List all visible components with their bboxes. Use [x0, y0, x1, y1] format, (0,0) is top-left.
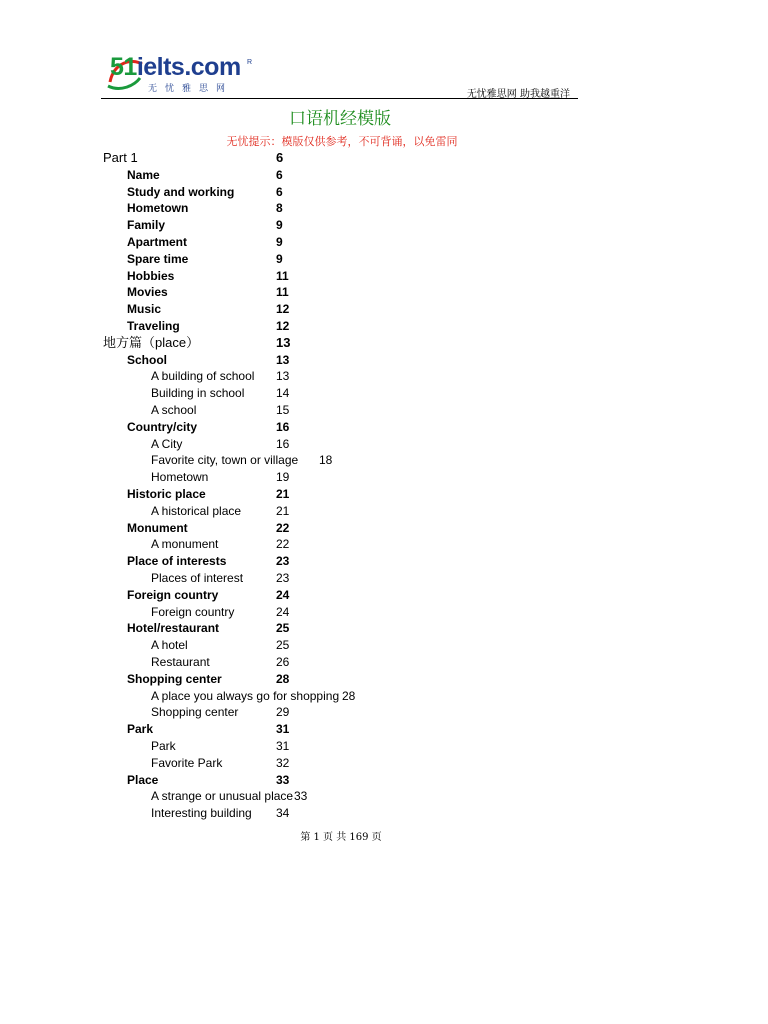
- toc-entry-page: 12: [276, 319, 290, 333]
- toc-entry[interactable]: [0, 185, 768, 201]
- toc-entry-page: 13: [276, 352, 290, 367]
- toc-entry[interactable]: [0, 621, 768, 637]
- toc-entry[interactable]: [0, 756, 768, 772]
- toc-entry-page: 6: [276, 150, 284, 165]
- toc-entry-label: Hometown: [127, 201, 189, 216]
- toc-entry[interactable]: [0, 789, 768, 805]
- toc-entry-label: Shopping center: [127, 671, 222, 686]
- toc-entry-label: Country/city: [127, 419, 198, 434]
- toc-entry-page: 11: [276, 285, 289, 300]
- toc-entry[interactable]: [0, 554, 768, 570]
- toc-entry-page: 16: [276, 419, 290, 434]
- toc-entry-label: Park: [151, 739, 176, 753]
- toc-entry[interactable]: [0, 252, 768, 268]
- toc-entry-page: 9: [276, 235, 283, 249]
- toc-entry-page: 24: [276, 587, 290, 602]
- toc-entry-page: 23: [276, 554, 290, 569]
- toc-entry[interactable]: [0, 487, 768, 503]
- toc-entry-label: Building in school: [151, 386, 245, 401]
- toc-entry-page: 13: [276, 334, 291, 350]
- logo-wordmark: 51ielts.com: [110, 53, 241, 81]
- toc-entry-label: Favorite city, town or village: [151, 453, 299, 468]
- toc-entry[interactable]: [0, 403, 768, 419]
- toc-entry-page: 11: [276, 268, 289, 283]
- toc-entry-page: 9: [276, 218, 283, 233]
- toc-entry-label: A building of school: [151, 369, 255, 384]
- toc-entry-label: A hotel: [151, 638, 188, 653]
- toc-entry[interactable]: [0, 739, 768, 755]
- toc-entry-page: 28: [342, 688, 356, 703]
- toc-entry[interactable]: [0, 705, 768, 721]
- toc-entry-label: Hotel/restaurant: [127, 621, 220, 636]
- toc-entry[interactable]: [0, 655, 768, 671]
- toc-entry-label: Family: [127, 218, 166, 233]
- toc-entry-label: Name: [127, 167, 160, 182]
- toc-entry[interactable]: [0, 453, 768, 469]
- toc-entry-page: 15: [276, 403, 290, 417]
- logo-subtitle: 无忧雅思网: [148, 84, 234, 94]
- toc-entry-page: 28: [276, 671, 290, 686]
- toc-entry[interactable]: [0, 571, 768, 587]
- toc-entry-label: A place you always go for shopping: [151, 688, 340, 703]
- toc-entry[interactable]: [0, 806, 768, 822]
- toc-entry-page: 8: [276, 201, 283, 216]
- toc-entry-label: Park: [127, 722, 154, 737]
- toc-entry[interactable]: [0, 302, 768, 318]
- toc-entry-page: 33: [294, 789, 308, 804]
- toc-entry-label: Restaurant: [151, 655, 210, 669]
- toc-entry-label: A monument: [151, 537, 219, 552]
- toc-entry-page: 25: [276, 621, 290, 636]
- toc-entry[interactable]: [0, 773, 768, 789]
- toc-entry-page: 22: [276, 520, 290, 535]
- toc-entry-label: Foreign country: [127, 587, 219, 602]
- toc-entry-label: School: [127, 352, 168, 367]
- toc-entry[interactable]: [0, 168, 768, 184]
- toc-entry-page: 21: [276, 487, 290, 501]
- toc-entry-label: Shopping center: [151, 705, 239, 720]
- toc-entry[interactable]: [0, 672, 768, 688]
- toc-entry-label: Foreign country: [151, 604, 235, 619]
- toc-entry-label: Part 1: [103, 150, 138, 165]
- toc-entry-page: 25: [276, 638, 290, 653]
- toc-entry[interactable]: [0, 201, 768, 217]
- toc-entry-page: 31: [276, 739, 290, 753]
- toc-entry-page: 16: [276, 436, 290, 451]
- toc-entry[interactable]: [0, 353, 768, 369]
- toc-entry-label: A strange or unusual place: [151, 789, 294, 804]
- toc-entry-page: 9: [276, 251, 283, 266]
- toc-entry-label: Apartment: [127, 235, 188, 249]
- toc-entry-label: Music: [127, 302, 162, 317]
- toc-entry-page: 24: [276, 604, 290, 619]
- toc-entry-label: A City: [151, 436, 183, 451]
- toc-entry-label: Place: [127, 772, 159, 787]
- toc-entry[interactable]: [0, 285, 768, 301]
- toc-entry-page: 31: [276, 722, 290, 737]
- toc-entry[interactable]: [0, 689, 768, 705]
- toc-entry[interactable]: [0, 420, 768, 436]
- toc-entry-page: 19: [276, 470, 290, 485]
- toc-entry[interactable]: [0, 269, 768, 285]
- toc-entry-label: Study and working: [127, 184, 235, 199]
- toc-entry-page: 23: [276, 571, 290, 585]
- toc-entry[interactable]: [0, 588, 768, 604]
- toc-entry-label: Places of interest: [151, 571, 244, 585]
- toc-entry[interactable]: [0, 504, 768, 520]
- toc-entry-label: Traveling: [127, 319, 180, 333]
- toc-entry-label: 地方篇（place）: [103, 334, 200, 350]
- toc-entry[interactable]: [0, 218, 768, 234]
- toc-entry-label: Favorite Park: [151, 755, 223, 770]
- toc-entry[interactable]: [0, 369, 768, 385]
- toc-entry-page: 32: [276, 755, 290, 770]
- page-footer: 第 1 页 共 169 页: [300, 832, 382, 843]
- toc-entry-label: Hometown: [151, 470, 209, 485]
- toc-entry-page: 18: [319, 453, 333, 468]
- toc-entry-label: A school: [151, 403, 197, 417]
- toc-entry-page: 21: [276, 503, 290, 518]
- toc-entry-page: 13: [276, 369, 290, 384]
- toc-entry-label: Spare time: [127, 251, 189, 266]
- toc-entry-label: Place of interests: [127, 554, 227, 569]
- toc-entry-page: 33: [276, 772, 290, 787]
- toc-entry-label: Hobbies: [127, 268, 175, 283]
- toc-entry[interactable]: [0, 319, 768, 335]
- toc-entry[interactable]: [0, 521, 768, 537]
- toc-entry[interactable]: [0, 638, 768, 654]
- toc-entry[interactable]: [0, 470, 768, 486]
- logo-registered-mark: R: [247, 59, 253, 66]
- toc-entry[interactable]: [0, 386, 768, 402]
- toc-entry[interactable]: [0, 151, 768, 167]
- toc-entry[interactable]: [0, 537, 768, 553]
- toc-entry-page: 14: [276, 386, 290, 401]
- toc-entry[interactable]: [0, 605, 768, 621]
- toc-entry-label: Movies: [127, 285, 168, 300]
- toc-entry[interactable]: [0, 235, 768, 251]
- toc-entry[interactable]: [0, 336, 768, 352]
- toc-entry-page: 6: [276, 184, 283, 199]
- toc-entry-label: A historical place: [151, 503, 242, 518]
- toc-entry-label: Interesting building: [151, 806, 252, 821]
- document-title: 口语机经模版: [289, 109, 391, 129]
- toc-entry-page: 34: [276, 806, 290, 821]
- toc-entry-page: 26: [276, 655, 290, 669]
- toc-entry-page: 22: [276, 537, 290, 552]
- document-notice: 无忧提示：模版仅供参考，不可背诵，以免雷同: [226, 135, 458, 148]
- toc-entry-page: 6: [276, 167, 283, 182]
- toc-entry-page: 29: [276, 705, 290, 720]
- header-tagline: 无忧雅思网 助我越重洋: [466, 89, 570, 100]
- toc-entry[interactable]: [0, 722, 768, 738]
- toc-entry-label: Monument: [127, 520, 188, 535]
- toc-entry-page: 12: [276, 302, 290, 317]
- toc-entry[interactable]: [0, 437, 768, 453]
- toc-entry-label: Historic place: [127, 487, 206, 501]
